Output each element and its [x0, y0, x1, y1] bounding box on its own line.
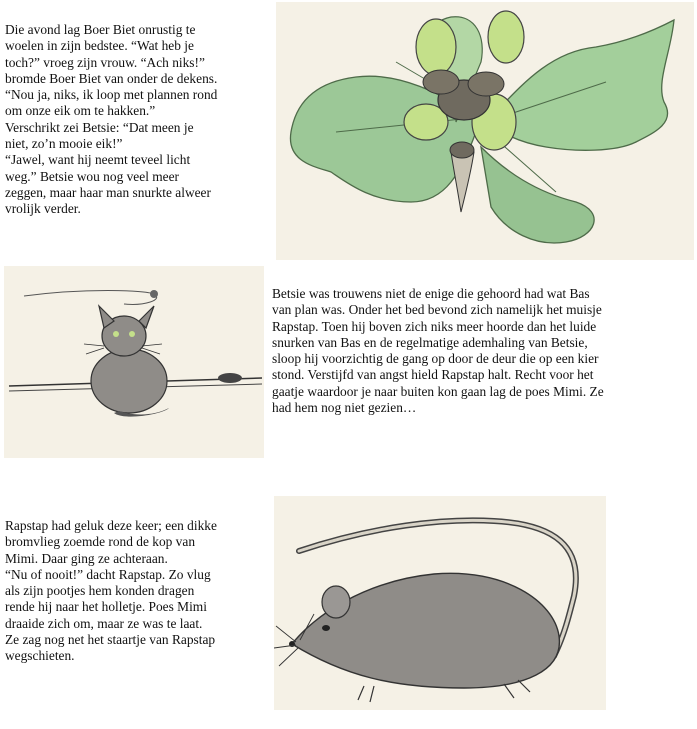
- oak-leaves-illustration: [276, 2, 694, 260]
- story-paragraph-2: Betsie was trouwens niet de enige die gehoord had wat Bas van plan was. Onder het bed bevond zich namelijk het muisje Rapstap. Toen hij boven zich niks meer hoorde dan het luide snurken van Bas en de regelmatige ademhaling van Betsie, sloop hij voorzichtig de gang op door de deur die op een kier stond. Verstijfd van angst hield Rapstap halt. Recht voor het gaatje waardoor je naar buiten kon gaan lag de poes Mimi. Ze had hem nog niet gezien…: [272, 286, 604, 416]
- cat-drawing: [4, 266, 264, 458]
- mouse-drawing: [274, 496, 606, 710]
- story-paragraph-1: Die avond lag Boer Biet onrustig te woelen in zijn bedstee. “Wat heb je toch?” vroeg zijn vrouw. “Ach niks!” bromde Boer Biet van onder de dekens. “Nou ja, niks, ik loop met plannen rond om onze eik om te hakken.” Verschrikt zei Betsie: “Dat meen je niet, zo’n mooie eik!” “Jawel, want hij neemt teveel licht weg.” Betsie wou nog veel meer zeggen, maar haar man snurkte alweer vrolijk verder.: [5, 22, 218, 217]
- cat-illustration: [4, 266, 264, 458]
- story-paragraph-3: Rapstap had geluk deze keer; een dikke bromvlieg zoemde rond de kop van Mimi. Daar ging ze achteraan. “Nu of nooit!” dacht Rapstap. Zo vlug als zijn pootjes hem konden dragen rende hij naar het holletje. Poes Mimi draaide zich om, maar ze was te laat. Ze zag nog net het staartje van Rapstap wegschieten.: [5, 518, 217, 664]
- oak-leaves-drawing: [276, 2, 694, 260]
- mouse-illustration: [274, 496, 606, 710]
